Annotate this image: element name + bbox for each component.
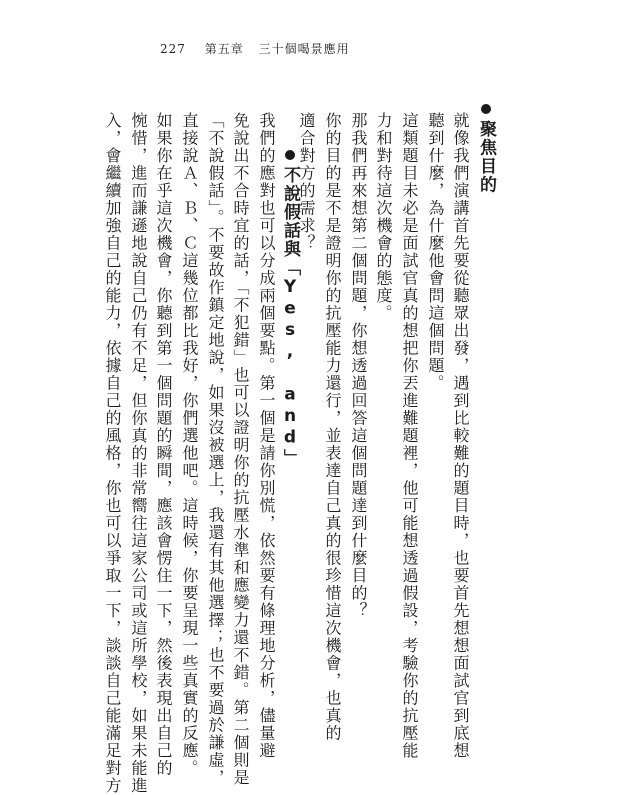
paragraph-line: 「不說假話」。不要故作鎮定地說，如果沒被選上，我還有其他選擇；也不要過於謙虛， xyxy=(206,112,225,787)
paragraph-line: 力和對待這次機會的態度。 xyxy=(374,112,393,322)
bullet-icon xyxy=(285,150,295,160)
paragraph-line: 聽到什麼，為什麼他會問這個問題。 xyxy=(426,112,445,392)
section-heading-focus: 聚焦目的 xyxy=(478,104,494,194)
paragraph-line: 這類題目未必是面試官真的想把你丟進難題裡，他可能想透過假設，考驗你的抗壓能 xyxy=(400,112,419,760)
paragraph-line: 就像我們演講首先要從聽眾出發，遇到比較難的題目時，也要首先想想面試官到底想 xyxy=(451,112,470,760)
paragraph-line: 適合對方的需求？ xyxy=(297,112,316,252)
paragraph-line: 直接說Ａ、Ｂ、Ｃ這幾位都比我好，你們選他吧。這時候，你要呈現一些真實的反應。 xyxy=(180,112,199,777)
paragraph-line: 入，會繼續加強自己的能力，依據自己的風格，你也可以爭取一下，談談自己能滿足對方 xyxy=(103,112,122,795)
section-heading-no-lies: 不說假話與「Yes, and」 xyxy=(282,150,298,468)
paragraph-line: 我們的應對也可以分成兩個要點。第一個是請你別慌，依然要有條理地分析，儘量避 xyxy=(257,112,276,760)
bullet-icon xyxy=(481,104,491,114)
chapter-title: 三十個喝景應用 xyxy=(258,42,350,56)
chapter-label: 第五章 xyxy=(204,42,244,56)
paragraph-line: 免說出不合時宜的話，「不犯錯」也可以證明你的抗壓水準和應變力還不錯。第二個則是 xyxy=(231,112,250,787)
running-head xyxy=(160,40,350,57)
paragraph-line: 如果你在乎這次機會，你聽到第一個問題的瞬間，應該會愣住一下，然後表現出自己的 xyxy=(154,112,173,777)
paragraph-line: 那我們再來想第二個問題，你想透過回答這個問題達到什麼目的？ xyxy=(349,112,368,620)
paragraph-line: 你的目的是不是證明你的抗壓能力還行，並表達自己真的很珍惜這次機會，也真的 xyxy=(323,112,342,742)
page-number: 227 xyxy=(160,42,186,56)
paragraph-line: 惋惜，進而謙遜地說自己仍有不足，但你真的非常嚮往這家公司或這所學校，如果未能進 xyxy=(129,112,148,795)
